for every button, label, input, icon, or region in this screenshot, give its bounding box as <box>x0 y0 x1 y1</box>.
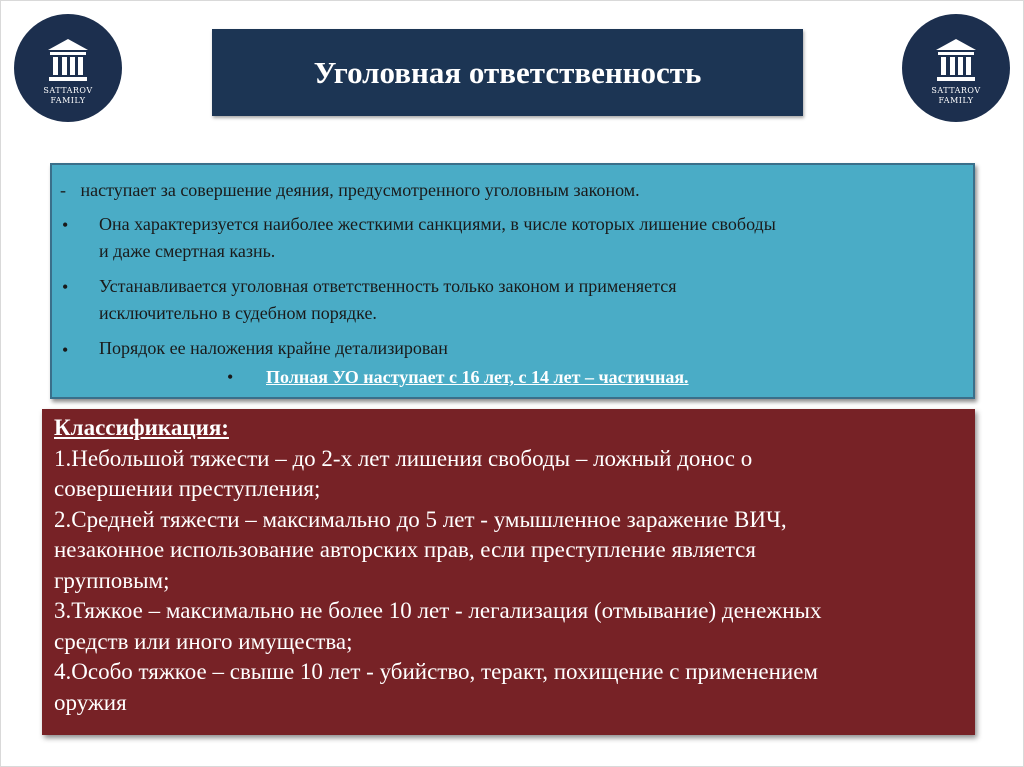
bullet-marker: • <box>62 340 69 360</box>
classification-line: 4.Особо тяжкое – свыше 10 лет - убийство, теракт, похищение с применением <box>54 659 818 684</box>
bullet-text: Она характеризуется наиболее жесткими санкциями, в числе которых лишение свободы и даже смертная казнь. <box>99 214 776 261</box>
bullet-marker: • <box>62 277 69 297</box>
classification-box <box>42 409 975 735</box>
classification-line: совершении преступления; <box>54 476 321 501</box>
intro-line <box>60 180 640 201</box>
classification-line: 1.Небольшой тяжести – до 2-х лет лишения свободы – ложный донос о <box>54 445 753 471</box>
highlight-marker: • <box>227 367 234 387</box>
page-title: Уголовная ответственность <box>313 54 702 90</box>
classification-heading: Классификация: <box>54 415 229 440</box>
classification-line: групповым; <box>54 567 170 593</box>
logo-text: SATTAROV FAMILY <box>43 86 93 105</box>
classification-line: средств или иного имущества; <box>54 628 353 654</box>
logo-left <box>14 14 122 122</box>
temple-icon <box>44 36 92 84</box>
bullet-marker: • <box>62 215 69 235</box>
bullet-text: Порядок ее наложения крайне детализирован <box>99 338 448 358</box>
intro-dash: - <box>60 180 66 200</box>
definition-box <box>50 163 975 399</box>
classification-line: оружия <box>54 689 127 715</box>
classification-line: 2.Средней тяжести – максимально до 5 лет - умышленное заражение ВИЧ, <box>54 506 787 532</box>
intro-text: наступает за совершение деяния, предусмотренного уголовным законом. <box>80 180 640 200</box>
age-highlight: Полная УО наступает с 16 лет, с 14 лет – частичная. <box>266 367 689 387</box>
title-banner <box>212 29 803 116</box>
logo-text: SATTAROV FAMILY <box>931 86 981 105</box>
temple-icon <box>932 36 980 84</box>
classification-line: 3.Тяжкое – максимально не более 10 лет - легализация (отмывание) денежных <box>54 598 822 623</box>
classification-line: незаконное использование авторских прав, если преступление является <box>54 537 756 562</box>
logo-right <box>902 14 1010 122</box>
bullet-text: Устанавливается уголовная ответственность только законом и применяется исключительно в судебном порядке. <box>99 276 677 323</box>
